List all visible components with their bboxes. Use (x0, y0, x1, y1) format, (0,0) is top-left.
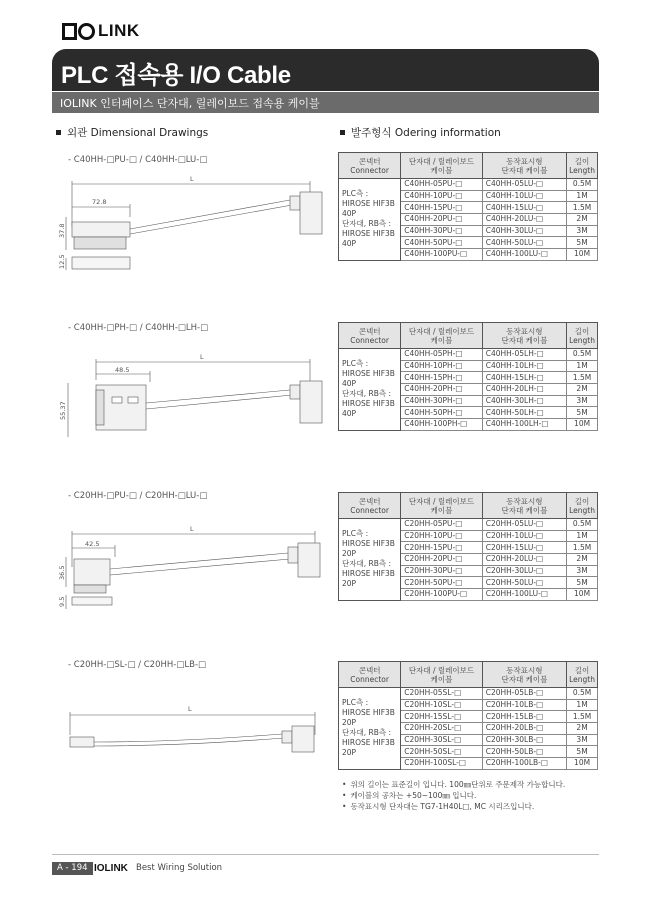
order-table-1 (338, 152, 598, 261)
table-cell: 1M (567, 530, 598, 542)
cell-text-line: HIROSE HIF3B (342, 399, 395, 409)
table-cell: 5M (567, 237, 598, 249)
dim-length-3: L (190, 525, 194, 533)
cell-text-line: 케이블 (430, 335, 453, 345)
table-cell: C20HH-05LB-□ (482, 688, 566, 700)
cell-text-line: 동작표시형 (506, 665, 543, 675)
col-display (482, 323, 566, 349)
drawing-caption-3: - C20HH-□PU-□ / C20HH-□LU-□ (68, 491, 208, 501)
table-cell: C20HH-15SL-□ (401, 711, 482, 723)
order-table-4 (338, 661, 598, 770)
table-cell: C40HH-100LH-□ (482, 419, 566, 431)
table-cell: 3M (567, 565, 598, 577)
drawings-heading (56, 125, 208, 140)
col-connector (339, 153, 401, 179)
subtitle-bar (52, 92, 599, 113)
cell-text-line: Length (569, 165, 595, 175)
table-cell: C20HH-30PU-□ (401, 565, 483, 577)
table-cell: 3M (567, 395, 598, 407)
table-cell: C40HH-20PU-□ (401, 214, 483, 226)
table-cell: C20HH-30LB-□ (482, 734, 566, 746)
cell-text-line: 케이블 (430, 165, 453, 175)
cell-text-line: Connector (350, 505, 389, 515)
cell-text-line: 동작표시형 (506, 156, 543, 166)
cell-text-line: 단자대 / 릴레이보드 (408, 156, 475, 166)
table-cell: 3M (567, 734, 598, 746)
table-cell: C40HH-100PU-□ (401, 249, 483, 261)
table-cell: 2M (567, 723, 598, 735)
table-cell: 10M (567, 249, 598, 261)
dim-height-2: 55.37 (59, 401, 67, 420)
table-cell: C20HH-100LU-□ (482, 589, 566, 601)
cell-text-line: PLC측 : (342, 359, 369, 369)
table-cell: C40HH-100PH-□ (401, 419, 483, 431)
cable-drawing-4 (60, 690, 340, 760)
table-cell: C20HH-100PU-□ (401, 589, 483, 601)
order-table-3 (338, 492, 598, 601)
drawing-caption-2: - C40HH-□PH-□ / C40HH-□LH-□ (68, 323, 209, 333)
cell-text-line: 단자대, RB측 : (342, 389, 392, 399)
cell-text-line: 40P (342, 379, 357, 389)
table-cell: C40HH-05PU-□ (401, 179, 483, 191)
table-cell: 0.5M (567, 179, 598, 191)
table-cell: C20HH-10LB-□ (482, 699, 566, 711)
col-display (482, 493, 566, 519)
table-cell: 3M (567, 225, 598, 237)
table-row (339, 349, 598, 361)
cell-text-line: HIROSE HIF3B (342, 369, 395, 379)
table-cell: C40HH-10LH-□ (482, 360, 566, 372)
table-cell: C40HH-15PU-□ (401, 202, 483, 214)
col-length (567, 323, 598, 349)
col-length (567, 493, 598, 519)
col-connector (339, 662, 401, 688)
table-cell: C40HH-30LH-□ (482, 395, 566, 407)
col-display (482, 662, 566, 688)
table-cell: C20HH-05SL-□ (401, 688, 482, 700)
table-cell: 0.5M (567, 688, 598, 700)
page-title: PLC 접속용 I/O Cable (61, 62, 291, 89)
cell-text-line: HIROSE HIF3B (342, 539, 395, 549)
table-cell: C20HH-100SL-□ (401, 758, 482, 770)
table-cell: C20HH-15LU-□ (482, 542, 566, 554)
cable-drawing-1 (60, 172, 340, 282)
table-cell: C20HH-10LU-□ (482, 530, 566, 542)
table-cell: 2M (567, 214, 598, 226)
dim-length-1: L (190, 175, 194, 183)
dim-length-2: L (200, 353, 204, 361)
table-cell: C40HH-30PH-□ (401, 395, 483, 407)
table-cell: C40HH-05LU-□ (482, 179, 566, 191)
table-cell: 10M (567, 758, 598, 770)
cell-text-line: PLC측 : (342, 189, 369, 199)
table-cell: 1M (567, 699, 598, 711)
dim-width-2: 48.5 (115, 366, 130, 374)
table-cell: C20HH-100LB-□ (482, 758, 566, 770)
cell-text-line: 길이 (574, 496, 590, 506)
table-header-row (339, 662, 598, 688)
page-number: A - 194 (52, 862, 93, 875)
col-connector (339, 323, 401, 349)
table-cell: C40HH-30LU-□ (482, 225, 566, 237)
cell-text-line: 동작표시형 (506, 496, 543, 506)
table-cell: C40HH-15LU-□ (482, 202, 566, 214)
table-cell: C20HH-50SL-□ (401, 746, 482, 758)
cable-drawing-4-svg (60, 690, 340, 760)
footer-logo: IOLINK (94, 863, 128, 874)
cell-text-line: 40P (342, 239, 357, 249)
cable-drawing-3 (60, 517, 340, 617)
table-row (339, 688, 598, 700)
drawing-caption-1: - C40HH-□PU-□ / C40HH-□LU-□ (68, 155, 208, 165)
cell-text-line: 40P (342, 209, 357, 219)
table-header-row (339, 323, 598, 349)
cell-text-line: 단자대 케이블 (501, 165, 548, 175)
table-cell: C40HH-15LH-□ (482, 372, 566, 384)
cell-text-line: 길이 (574, 156, 590, 166)
dim-depth-3: 9.5 (58, 596, 66, 607)
connector-cell (339, 179, 401, 261)
table-cell: C40HH-10PU-□ (401, 190, 483, 202)
cell-text-line: 콘넥터 (358, 156, 381, 166)
col-terminal (401, 493, 483, 519)
cell-text-line: 콘넥터 (358, 496, 381, 506)
dim-length-4: L (188, 705, 192, 713)
cell-text-line: 단자대 / 릴레이보드 (408, 326, 475, 336)
cell-text-line: 40P (342, 409, 357, 419)
connector-cell (339, 349, 401, 431)
table-cell: C20HH-10PU-□ (401, 530, 483, 542)
cell-text-line: 단자대 케이블 (501, 505, 548, 515)
cell-text-line: 20P (342, 549, 357, 559)
title-bar (52, 49, 599, 91)
cell-text-line: PLC측 : (342, 698, 369, 708)
table-cell: C20HH-50LU-□ (482, 577, 566, 589)
table-cell: C20HH-20SL-□ (401, 723, 482, 735)
table-cell: 0.5M (567, 519, 598, 531)
cable-drawing-3-svg (60, 517, 340, 617)
cell-text-line: Length (569, 335, 595, 345)
table-cell: C40HH-05PH-□ (401, 349, 483, 361)
cell-text-line: PLC측 : (342, 529, 369, 539)
cell-text-line: 단자대 케이블 (501, 674, 548, 684)
dim-depth-1: 12.5 (58, 254, 66, 269)
table-cell: 10M (567, 419, 598, 431)
col-length (567, 153, 598, 179)
table-cell: 0.5M (567, 349, 598, 361)
connector-cell (339, 688, 401, 770)
table-cell: 1.5M (567, 711, 598, 723)
bullet-square-icon (340, 130, 345, 135)
footer-tagline: Best Wiring Solution (136, 863, 223, 873)
cell-text-line: 20P (342, 718, 357, 728)
cell-text-line: HIROSE HIF3B (342, 708, 395, 718)
cell-text-line: HIROSE HIF3B (342, 199, 395, 209)
cell-text-line: 단자대 / 릴레이보드 (408, 665, 475, 675)
col-display (482, 153, 566, 179)
table-cell: 1.5M (567, 202, 598, 214)
table-cell: C40HH-20LU-□ (482, 214, 566, 226)
cable-drawing-2-svg (60, 345, 340, 445)
cell-text-line: 단자대 케이블 (501, 335, 548, 345)
dim-width-1: 72.8 (92, 198, 107, 206)
cell-text-line: 동작표시형 (506, 326, 543, 336)
table-cell: C20HH-15PU-□ (401, 542, 483, 554)
table-cell: C40HH-30PU-□ (401, 225, 483, 237)
table-cell: C40HH-50PH-□ (401, 407, 483, 419)
table-header-row (339, 493, 598, 519)
connector-cell (339, 519, 401, 601)
cell-text-line: Length (569, 674, 595, 684)
cell-text-line: 단자대 / 릴레이보드 (408, 496, 475, 506)
cell-text-line: Length (569, 505, 595, 515)
bullet-square-icon (56, 130, 61, 135)
table-cell: 2M (567, 554, 598, 566)
col-terminal (401, 662, 482, 688)
drawings-heading-text: 외관 Dimensional Drawings (67, 127, 209, 139)
table-cell: C40HH-100LU-□ (482, 249, 566, 261)
cell-text-line: 20P (342, 579, 357, 589)
cell-text-line: 단자대, RB측 : (342, 728, 392, 738)
footer-divider (52, 854, 599, 855)
cell-text-line: 콘넥터 (358, 665, 381, 675)
table-cell: C20HH-20PU-□ (401, 554, 483, 566)
cell-text-line: HIROSE HIF3B (342, 738, 395, 748)
cell-text-line: 단자대, RB측 : (342, 559, 392, 569)
table-cell: C40HH-10PH-□ (401, 360, 483, 372)
ordering-heading (340, 125, 501, 140)
col-length (567, 662, 598, 688)
table-cell: C20HH-10SL-□ (401, 699, 482, 711)
table-cell: C20HH-05PU-□ (401, 519, 483, 531)
cell-text-line: 길이 (574, 326, 590, 336)
table-cell: C40HH-15PH-□ (401, 372, 483, 384)
table-cell: 10M (567, 589, 598, 601)
col-connector (339, 493, 401, 519)
table-cell: C40HH-20PH-□ (401, 384, 483, 396)
table-cell: 5M (567, 746, 598, 758)
cell-text-line: 단자대, RB측 : (342, 219, 392, 229)
cell-text-line: Connector (350, 165, 389, 175)
table-cell: C20HH-20LB-□ (482, 723, 566, 735)
dim-height-1: 37.8 (58, 223, 66, 238)
table-cell: C40HH-10LU-□ (482, 190, 566, 202)
cell-text-line: 콘넥터 (358, 326, 381, 336)
cable-drawing-2 (60, 345, 340, 445)
table-cell: 1.5M (567, 372, 598, 384)
ordering-heading-text: 발주형식 Odering information (351, 127, 501, 139)
cell-text-line: 20P (342, 748, 357, 758)
table-header-row (339, 153, 598, 179)
brand-logo (62, 20, 140, 42)
order-table-2 (338, 322, 598, 431)
table-cell: C40HH-50LH-□ (482, 407, 566, 419)
table-cell: C20HH-50LB-□ (482, 746, 566, 758)
dim-width-3: 42.5 (85, 540, 100, 548)
table-cell: C40HH-50LU-□ (482, 237, 566, 249)
cell-text-line: Connector (350, 335, 389, 345)
table-cell: 1.5M (567, 542, 598, 554)
table-cell: C20HH-20LU-□ (482, 554, 566, 566)
table-cell: C20HH-05LU-□ (482, 519, 566, 531)
logo-square-mark (62, 23, 77, 40)
table-cell: 5M (567, 407, 598, 419)
col-terminal (401, 323, 483, 349)
note-item: • 케이블의 공차는 +50~100㎜ 입니다. (342, 790, 565, 801)
logo-circle-mark (78, 23, 95, 40)
cable-drawing-1-svg (60, 172, 340, 282)
cell-text-line: HIROSE HIF3B (342, 569, 395, 579)
table-cell: C40HH-20LH-□ (482, 384, 566, 396)
cell-text-line: HIROSE HIF3B (342, 229, 395, 239)
table-cell: C20HH-30LU-□ (482, 565, 566, 577)
table-cell: C40HH-05LH-□ (482, 349, 566, 361)
table-row (339, 179, 598, 191)
notes-list (342, 779, 565, 812)
note-item: • 동작표시형 단자대는 TG7-1H40L□, MC 시리즈입니다. (342, 801, 565, 812)
drawing-caption-4: - C20HH-□SL-□ / C20HH-□LB-□ (68, 660, 207, 670)
logo-text: LINK (98, 21, 140, 40)
table-cell: C20HH-50PU-□ (401, 577, 483, 589)
table-row (339, 519, 598, 531)
table-cell: 5M (567, 577, 598, 589)
table-cell: C20HH-15LB-□ (482, 711, 566, 723)
table-cell: 2M (567, 384, 598, 396)
table-cell: C40HH-50PU-□ (401, 237, 483, 249)
cell-text-line: 케이블 (430, 505, 453, 515)
page-subtitle: IOLINK 인터페이스 단자대, 릴레이보드 접속용 케이블 (60, 97, 320, 110)
table-cell: 1M (567, 360, 598, 372)
col-terminal (401, 153, 483, 179)
table-cell: 1M (567, 190, 598, 202)
cell-text-line: 케이블 (430, 674, 453, 684)
note-item: • 위의 길이는 표준길이 입니다. 100㎜단위로 주문제작 가능합니다. (342, 779, 565, 790)
cell-text-line: 길이 (574, 665, 590, 675)
dim-height-3: 36.5 (58, 565, 66, 580)
cell-text-line: Connector (350, 674, 389, 684)
table-cell: C20HH-30SL-□ (401, 734, 482, 746)
